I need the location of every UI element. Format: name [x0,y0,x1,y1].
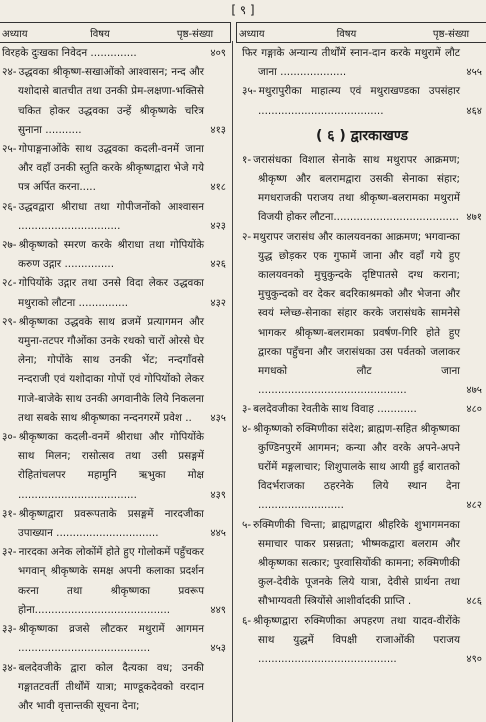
entry-text [0,44,228,63]
entry-number: ३५- [242,85,257,98]
toc-entry [0,659,228,717]
column-header-right [236,22,486,43]
left-column [0,44,228,716]
entry-title: जरासंधका विशाल सेनाके साथ मथुरापर आक्रमण; श्रीकृष्ण और बलरामद्वारा उसकी सेनाका संहार; मगधराजकी पराजय तथा श्रीकृष्ण-बलरामका मथुरामें विजयी होकर लौटना...................................... [253,153,460,224]
entry-number: १- [242,153,252,166]
right-entries-before [240,44,484,121]
entry-number: २८- [2,277,17,290]
entry-number: २४- [2,66,17,79]
entry-text [240,516,484,612]
entry-title: उद्धवका श्रीकृष्ण-सखाओंको आश्वासन; नन्द और यशोदासे बातचीत तथा उनकी प्रेम-लक्षणा-भक्तिसे चकित होकर उद्धवका उन्हें श्रीकृष्णके चरित्र सुनाना ........... [18,66,204,136]
toc-entry [0,428,228,505]
entry-number: ६- [242,614,252,627]
entry-number: २७- [2,239,17,252]
entry-text [0,274,228,312]
entry-page-number: ४३२ [210,297,226,309]
toc-entry [240,82,484,120]
entry-title: मथुरापर जरासंध और कालयवनका आक्रमण; भगवान्का युद्ध छोड़कर एक गुफामें जाना और वहाँ गये हुए कालयवनको मुचुकुन्दके दृष्टिपातसे दग्ध कराना; मुचुकुन्दको वर देकर बदरिकाश्रमको और भेजना और स्वयं म्लेच्छ-सेनाका संहार करके जरासंधके सामनेसे भागकर श्रीकृष्ण-बलरामका प्रवर्षण-गिरि होते हुए द्वारका पहुँचना और जरासंधका उस पर्वतको जलाकर मगधको लौट जाना ............................................. [253,230,460,397]
toc-entry [0,620,228,658]
column-header-left [0,22,231,43]
entry-page-number: ४७५ [466,385,482,397]
entry-text [240,82,484,120]
entry-page-number: ४९० [466,654,482,666]
toc-entry [240,151,484,228]
entry-title: श्रीकृष्णको स्मरण करके श्रीराधा तथा गोपियोंके करुण उद्गार ............... [18,239,204,271]
entry-number: ३४- [2,661,17,674]
toc-entry [240,420,484,516]
entry-number: ३०- [2,431,17,444]
entry-number: २- [242,230,252,243]
toc-entry [0,44,228,63]
entry-text [0,63,228,140]
toc-entry [0,198,228,236]
entry-number: २९- [2,315,17,328]
entry-number: ३२- [2,546,17,559]
entry-page-number: ४७१ [466,212,482,224]
entry-title: गोपाङ्गनाओंके साथ उद्धवका कदली-वनमें जाना और वहाँ उनकी स्तुति करके श्रीकृष्णद्वारा भेजे गये पत्र अर्पित करना..... [18,143,204,194]
entry-title: श्रीकृष्णद्वारा प्रवरूपताके प्रसङ्गमें नारदजीका उपाख्यान ............................... [18,507,204,540]
toc-entry [0,63,228,140]
toc-entry [0,236,228,274]
entry-text [0,140,228,198]
page-number: [ ९ ] [231,3,255,17]
header-chapter: अध्याय [239,28,265,40]
entry-page-number: ४५५ [466,67,482,79]
entry-page-number: ४३९ [210,489,226,501]
column-divider [232,41,233,722]
toc-entry [0,505,228,543]
entry-text [0,543,228,620]
right-entries-after [240,151,484,669]
entry-title: गोपियोंके उद्गार तथा उनसे विदा लेकर उद्धवका मथुराको लौटना ............... [18,277,204,309]
entry-title: विरहके दुःखका निवेदन .............. [2,47,137,59]
entry-number: २५- [2,143,17,156]
header-chapter: अध्याय [2,28,28,40]
entry-title: श्रीकृष्णका कदली-वनमें श्रीराधा और गोपियोंके साथ मिलन; रासोत्सव तथा उसी प्रसङ्गमें रोहितांचलपर महामुनि ऋभुका मोक्ष .................................... [18,431,204,501]
entry-title: श्रीकृष्णको रुक्मिणीका संदेश; ब्राह्मण-सहित श्रीकृष्णका कुण्डिनपुरमें आगमन; कन्या और वरके अपने-अपने घरोंमें मङ्गलाचार; शिशुपालके साथ आयी हुई बारातको विदर्भराजका ठहरनेके लिये स्थान देना .......................... [253,422,460,512]
entry-number: २६- [2,200,17,213]
entry-number: ४- [242,422,252,435]
right-column [240,44,484,669]
toc-entry [0,140,228,198]
entry-page-number: ४६४ [466,105,482,117]
entry-text [240,420,484,516]
entry-title: रुक्मिणीकी चिन्ता; ब्राह्मणद्वारा श्रीहरिके शुभागमनका समाचार पाकर प्रसन्नता; भीष्मकद्वारा बलराम और श्रीकृष्णका सत्कार; पुरवासियोंकी कामना; रुक्मिणीकी कुल-देवीके पूजनके लिये यात्रा, देवीसे प्रार्थना तथा सौभाग्यवती स्त्रियोंसे आशीर्वादकी प्राप्ति . [253,518,460,608]
entry-page-number: ४८० [466,404,482,416]
entry-number: ३१- [2,507,17,520]
header-topic: विषय [336,28,357,40]
entry-page-number: ४१८ [210,182,226,194]
entry-page-number: ४२६ [210,259,226,271]
entry-number: ३- [242,403,252,416]
entry-page-number: ४२३ [210,220,226,232]
entry-title: उद्धवद्वारा श्रीराधा तथा गोपीजनोंको आश्वासन ............................... [18,200,204,232]
entry-title: नारदका अनेक लोकोंमें होते हुए गोलोकमें पहुँचकर भगवान् श्रीकृष्णके समक्ष अपनी कलाका प्रदर्शन करना तथा श्रीकृष्णका प्रवरूप होना......................................... [18,546,204,616]
toc-entry [240,516,484,612]
toc-entry [240,612,484,670]
header-page: पृष्ठ-संख्या [176,28,214,40]
entry-title: श्रीकृष्णका व्रजसे लौटकर मथुरामें आगमन ........................................ [18,623,204,655]
entry-text [240,612,484,670]
toc-entry [240,400,484,419]
toc-entry [240,44,484,82]
header-topic: विषय [90,28,110,40]
toc-entry [240,228,484,401]
entry-title: श्रीकृष्णद्वारा रुक्मिणीका अपहरण तथा यादव-वीरोंके साथ युद्धमें विपक्षी राजाओंकी पराजय .......................................... [253,614,460,666]
entry-text [240,228,484,401]
entry-text [240,44,484,82]
entry-title: बलदेवजीका रेवतीके साथ विवाह ............ [253,403,417,416]
entry-page-number: ४०९ [210,48,226,59]
toc-entry [0,274,228,312]
entry-text [240,400,484,419]
entry-page-number: ४५३ [210,643,226,655]
entry-number: ५- [242,518,252,531]
entry-text [0,313,228,428]
section-heading: ( ६ ) द्वारकाखण्ड [315,127,409,144]
entry-page-number: ४१३ [210,124,226,136]
entry-text [0,198,228,236]
entry-text [0,620,228,658]
header-page: पृष्ठ-संख्या [432,28,470,40]
entry-title: मथुरापुरीका माहात्म्य एवं मथुराखण्डका उपसंहार ...................................... [258,85,460,117]
entry-title: श्रीकृष्णका उद्धवके साथ व्रजमें प्रत्यागमन और यमुना-तटपर गौओंका उनके रथको चारों ओरसे घेर लेना; गोपोंके साथ उनकी भेंट; नन्दगाँवसे नन्दराजी एवं यशोदाका गोपों एवं गोपियोंको लेकर गाजे-बाजेके साथ उनकी अगवानीके लिये निकलना तथा सबके साथ श्रीकृष्णका नन्दनगरमें प्रवेश .. [18,315,204,424]
entry-number: ३३- [2,623,17,636]
entry-text [0,428,228,505]
entry-text [240,151,484,228]
entry-page-number: ४३५ [210,412,226,424]
entry-page-number: ४४९ [210,604,226,616]
entry-title: फिर गङ्गाके अन्यान्य तीर्थोंमें स्नान-दान करके मथुरामें लौट जाना .................... [242,47,460,79]
entry-page-number: ४८२ [466,500,482,512]
entry-page-number: ४८६ [466,596,482,608]
entry-text [0,659,228,717]
entry-text [0,236,228,274]
toc-entry [0,543,228,620]
entry-text [0,505,228,543]
entry-title: बलदेवजीके द्वारा कोल दैत्यका वध; उनकी गङ्गातटवर्ती तीर्थोंमें यात्रा; माण्डूकदेवको वरदान और भावी वृत्तान्तकी सूचना देना; [18,661,204,712]
entry-page-number: ४४५ [210,528,226,540]
toc-entry [0,313,228,428]
